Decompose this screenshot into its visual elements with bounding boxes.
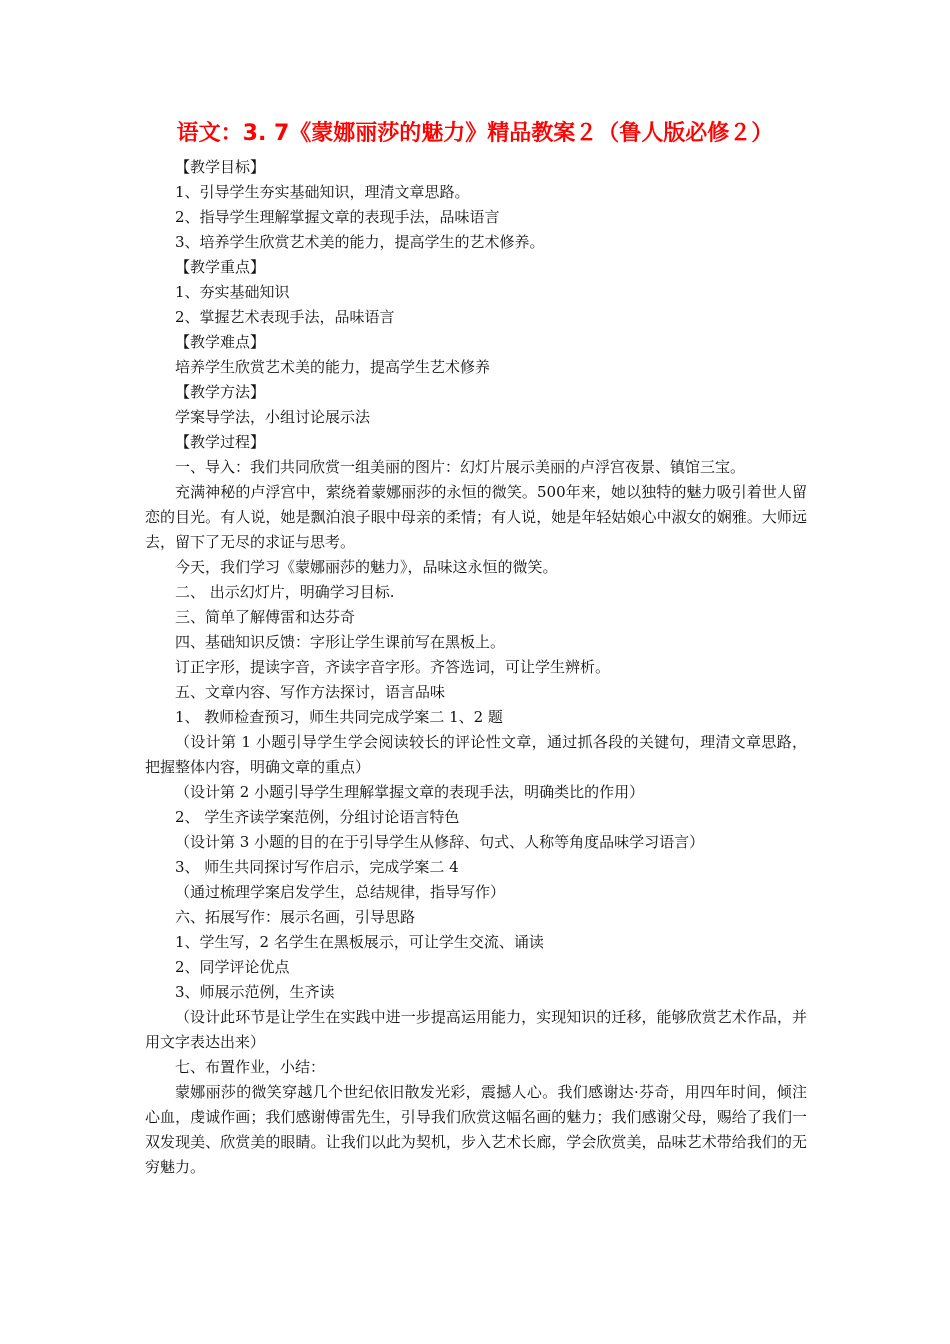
text-line: 1、引导学生夯实基础知识，理清文章思路。 — [175, 183, 470, 201]
text-line: 二、 出示幻灯片，明确学习目标. — [175, 583, 395, 601]
text-line: 1、夯实基础知识 — [175, 283, 290, 301]
conclusion-paragraph: 蒙娜丽莎的微笑穿越几个世纪依旧散发光彩，震撼人心。我们感谢达·芬奇，用四年时间，倾注心血，虔诚作画；我们感谢傅雷先生，引导我们欣赏这幅名画的魅力；我们感谢父母，赐给了我们一双发现美、欣赏美的眼睛。让我们以此为契机，步入艺术长廊，学会欣赏美，品味艺术带给我们的无穷魅力。 — [145, 1083, 807, 1176]
text-line: 2、指导学生理解掌握文章的表现手法，品味语言 — [175, 208, 500, 226]
text-line: 订正字形，提读字音，齐读字音字形。齐答选词，可让学生辨析。 — [175, 658, 611, 676]
text-line: 三、简单了解傅雷和达芬奇 — [175, 608, 356, 626]
section-heading-key-points: 【教学重点】 — [175, 258, 266, 276]
design-note-paragraph: （设计此环节是让学生在实践中进一步提高运用能力，实现知识的迁移，能够欣赏艺术作品，并用文字表达出来） — [145, 1008, 807, 1051]
section-heading-methods: 【教学方法】 — [175, 383, 266, 401]
design-note-paragraph: （设计第 1 小题引导学生学会阅读较长的评论性文章，通过抓各段的关键句，理清文章思路，把握整体内容，明确文章的重点） — [145, 733, 807, 776]
text-line: 3、师展示范例，生齐读 — [175, 983, 335, 1001]
text-line: 学案导学法，小组讨论展示法 — [175, 408, 371, 426]
text-line: 1、 教师检查预习，师生共同完成学案二 1、2 题 — [175, 708, 503, 726]
text-line: 3、培养学生欣赏艺术美的能力，提高学生的艺术修养。 — [175, 233, 545, 251]
text-line: 2、 学生齐读学案范例，分组讨论语言特色 — [175, 808, 460, 826]
text-line: 培养学生欣赏艺术美的能力，提高学生艺术修养 — [175, 358, 491, 376]
text-line: （设计第 3 小题的目的在于引导学生从修辞、句式、人称等角度品味学习语言） — [175, 833, 705, 851]
section-heading-objectives: 【教学目标】 — [175, 158, 266, 176]
text-line: 一、导入：我们共同欣赏一组美丽的图片：幻灯片展示美丽的卢浮宫夜景、镇馆三宝。 — [175, 458, 746, 476]
text-line: 3、 师生共同探讨写作启示，完成学案二 4 — [175, 858, 459, 876]
section-heading-process: 【教学过程】 — [175, 433, 266, 451]
section-heading-difficulties: 【教学难点】 — [175, 333, 266, 351]
text-line: （设计第 2 小题引导学生理解掌握文章的表现手法，明确类比的作用） — [175, 783, 645, 801]
intro-paragraph: 充满神秘的卢浮宫中，萦绕着蒙娜丽莎的永恒的微笑。500年来，她以独特的魅力吸引着世人留恋的目光。有人说，她是飘泊浪子眼中母亲的柔情；有人说，她是年轻姑娘心中淑女的娴雅。大师远去，留下了无尽的求证与思考。 — [145, 483, 807, 551]
text-line: 七、布置作业，小结： — [175, 1058, 326, 1076]
text-line: 五、文章内容、写作方法探讨，语言品味 — [175, 683, 446, 701]
text-line: 四、基础知识反馈：字形让学生课前写在黑板上。 — [175, 633, 506, 651]
document-title: 语文：3. 7《蒙娜丽莎的魅力》精品教案２（鲁人版必修２） — [176, 121, 774, 146]
document-body — [145, 155, 807, 1180]
text-line: （通过梳理学案启发学生，总结规律，指导写作） — [175, 883, 506, 901]
text-line: 六、拓展写作：展示名画，引导思路 — [175, 908, 416, 926]
text-line: 2、同学评论优点 — [175, 958, 290, 976]
text-line: 2、掌握艺术表现手法，品味语言 — [175, 308, 395, 326]
text-line: 今天，我们学习《蒙娜丽莎的魅力》，品味这永恒的微笑。 — [175, 558, 558, 576]
text-line: 1、学生写，2 名学生在黑板展示，可让学生交流、诵读 — [175, 933, 544, 951]
